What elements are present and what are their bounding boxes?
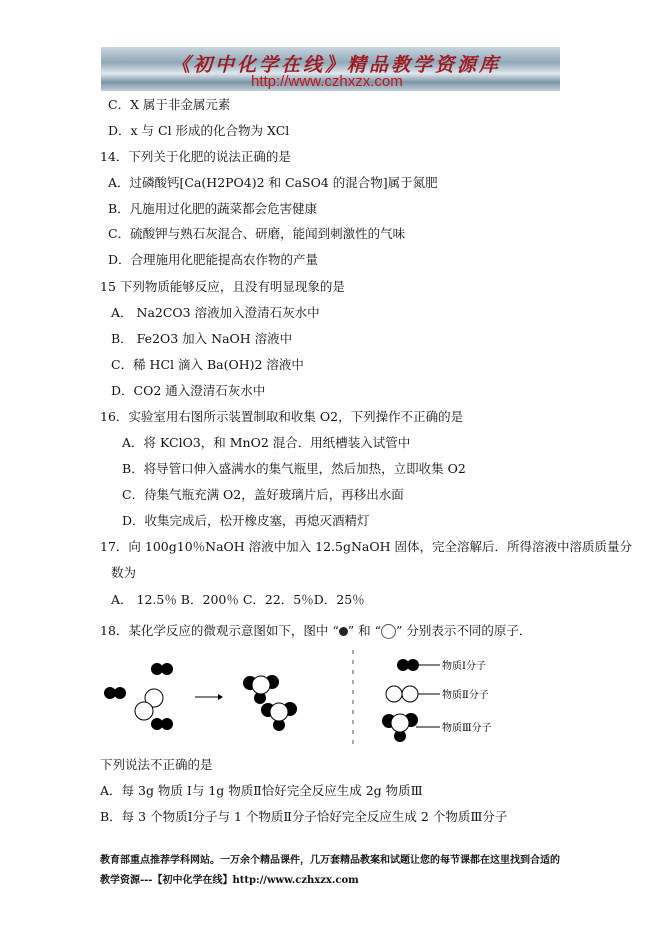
reactant-white-molecule	[135, 689, 163, 720]
option-15a: A． Na2CO3 溶液加入澄清石灰水中	[111, 305, 320, 320]
option-15d: D．CO2 通入澄清石灰水中	[111, 383, 266, 398]
legend-substance-1	[397, 659, 486, 672]
banner-url[interactable]: http://www.czhxzx.com	[251, 73, 403, 90]
question-18	[100, 623, 531, 639]
atom-black	[161, 663, 173, 675]
option-16a: A．将 KClO3，和 MnO2 混合．用纸槽装入试管中	[122, 435, 411, 450]
option-14d: D．合理施用化肥能提高农作物的产量	[108, 252, 319, 267]
header-banner	[101, 47, 560, 91]
legend-label-1: 物质Ⅰ分子	[442, 661, 486, 672]
q18-mid: ” 和 “	[347, 623, 382, 638]
product-molecule	[243, 675, 279, 704]
q18-prefix: 18．某化学反应的微观示意图如下，图中 “	[100, 623, 339, 638]
option-18a: A．每 3g 物质 Ⅰ与 1g 物质Ⅱ恰好完全反应生成 2g 物质Ⅲ	[100, 783, 423, 798]
black-atom-icon	[339, 627, 348, 636]
legend-label-2: 物质Ⅱ分子	[442, 690, 489, 701]
product-molecule	[261, 702, 297, 731]
question-16: 16．实验室用右图所示装置制取和收集 O2，下列操作不正确的是	[100, 409, 464, 424]
atom-black	[161, 718, 173, 730]
question-14: 14．下列关于化肥的说法正确的是	[100, 149, 291, 164]
option-14b: B．凡施用过化肥的蔬菜都会危害健康	[108, 201, 318, 216]
atom-white	[135, 702, 153, 720]
option-13c: C．X 属于非金属元素	[108, 97, 231, 112]
footer-line-1: 教育部重点推荐学科网站。一万余个精品课件，几万套精品教案和试题让您的每节课都在这里找到合适的	[100, 855, 560, 866]
legend-label-3: 物质Ⅲ分子	[442, 723, 492, 734]
atom-black	[114, 687, 126, 699]
question-17: 17．向 100g10％NaOH 溶液中加入 12.5gNaOH 固体，完全溶解后．所得溶液中溶质质量分	[100, 539, 632, 554]
legend-substance-2	[386, 686, 489, 702]
q18-suffix: ” 分别表示不同的原子．	[396, 623, 532, 638]
option-18b: B．每 3 个物质Ⅰ分子与 1 个物质Ⅱ分子恰好完全反应生成 2 个物质Ⅲ分子	[100, 809, 508, 824]
footer-line-2: 教学资源---【初中化学在线】http://www.czhxzx.com	[100, 875, 359, 886]
options-17: A． 12.5％ B．200％ C．22．5％D．25％	[111, 592, 365, 607]
option-14a: A．过磷酸钙[Ca(H2PO4)2 和 CaSO4 的混合物]属于氮肥	[108, 175, 438, 190]
option-15b: B． Fe2O3 加入 NaOH 溶液中	[111, 331, 293, 346]
question-17-cont: 数为	[111, 565, 137, 580]
option-16b: B．将导管口伸入盛满水的集气瓶里，然后加热，立即收集 O2	[122, 461, 466, 476]
option-16d: D．收集完成后，松开橡皮塞，再熄灭酒精灯	[122, 513, 370, 528]
option-13d: D．x 与 Cl 形成的化合物为 XCl	[108, 123, 290, 138]
option-16c: C．待集气瓶充满 O2，盖好玻璃片后，再移出水面	[122, 487, 404, 502]
question-18-stem: 下列说法不正确的是	[100, 757, 213, 772]
question-15: 15 下列物质能够反应，且没有明显现象的是	[100, 279, 345, 294]
white-atom-icon	[381, 624, 396, 639]
reaction-diagram	[90, 645, 570, 750]
legend-substance-3	[382, 713, 492, 742]
option-14c: C．硫酸钾与熟石灰混合、研磨，能闻到刺激性的气味	[108, 226, 406, 241]
banner-title: 《初中化学在线》精品教学资源库	[171, 54, 502, 76]
option-15c: C．稀 HCl 滴入 Ba(OH)2 溶液中	[111, 357, 304, 372]
